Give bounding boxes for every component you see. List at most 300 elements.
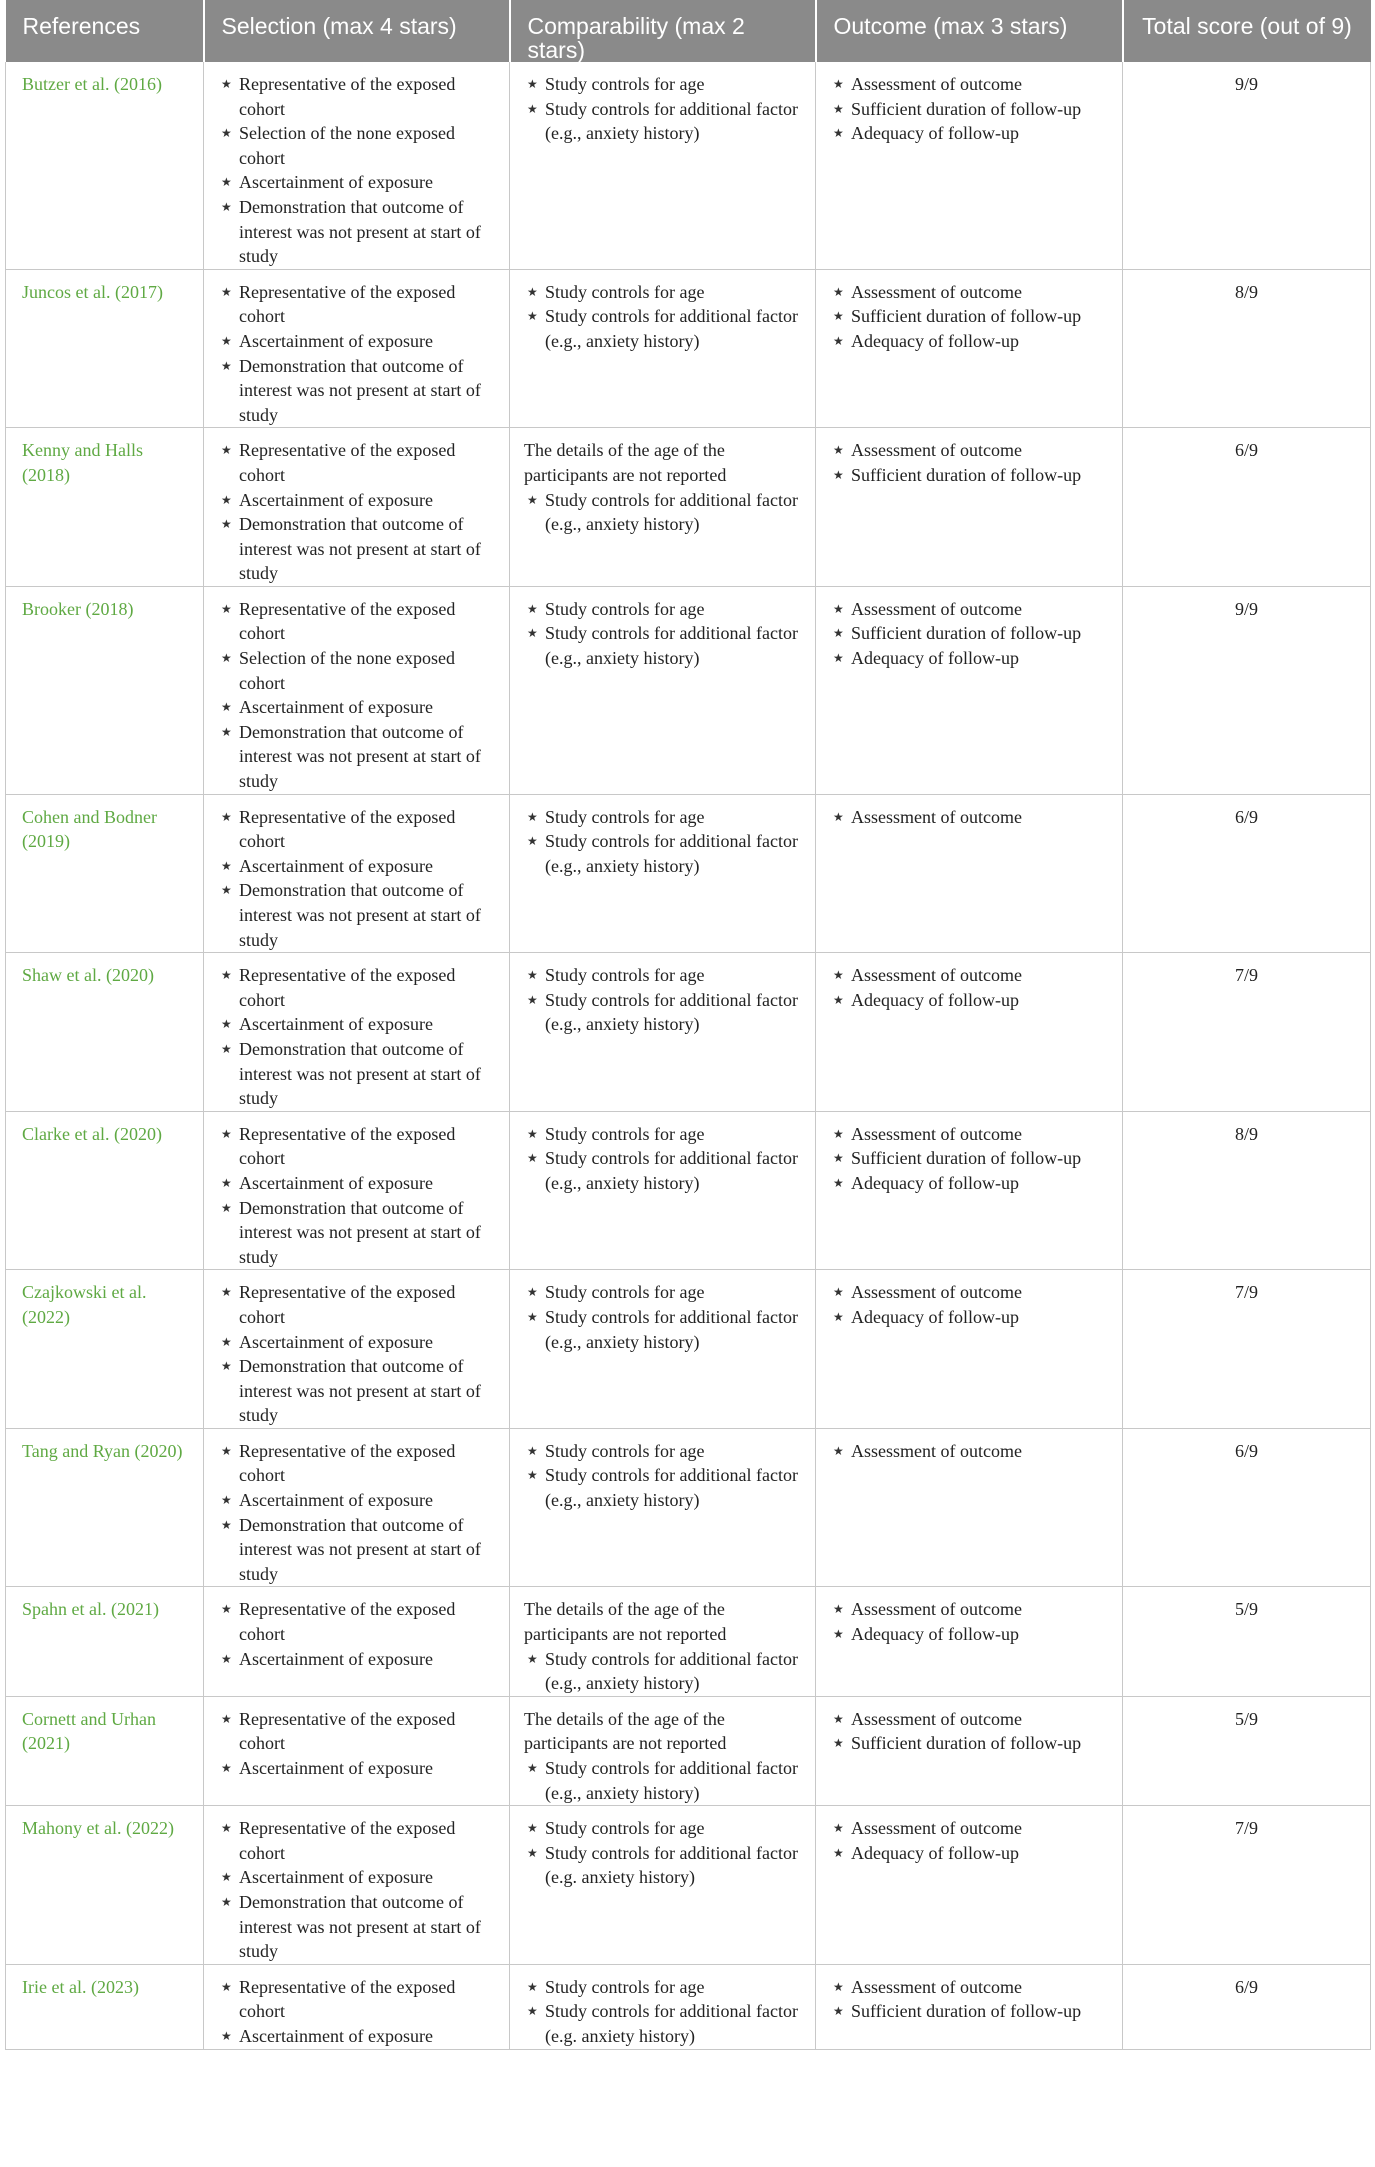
criterion-text: Study controls for age [545, 74, 705, 94]
criterion-item [524, 1647, 803, 1696]
criterion-text: Assessment of outcome [851, 1818, 1022, 1839]
star-icon: ★ [221, 1126, 232, 1141]
criterion-item [218, 1012, 497, 1037]
criterion-item [218, 1756, 497, 1781]
star-icon: ★ [833, 1845, 844, 1860]
star-icon: ★ [221, 968, 232, 983]
comparability-cell [510, 1964, 816, 2049]
table-row [6, 1806, 1371, 1965]
criterion-text: Study controls for age [545, 965, 705, 986]
criterion-item [830, 121, 1110, 146]
star-icon: ★ [833, 284, 844, 299]
criterion-item [218, 646, 497, 695]
star-icon: ★ [833, 309, 844, 324]
comparability-criteria-list [524, 1280, 803, 1354]
outcome-criteria-list [830, 280, 1110, 354]
star-icon: ★ [221, 358, 232, 373]
total-score: 6/9 [1123, 1964, 1371, 2049]
criterion-text: Demonstration that outcome of interest was not present at start of study [239, 880, 481, 950]
selection-cell [204, 1111, 510, 1270]
criterion-text: Demonstration that outcome of interest was not present at start of study [239, 1197, 481, 1267]
criterion-item [830, 1171, 1110, 1196]
criterion-item [524, 97, 803, 146]
star-icon: ★ [527, 1979, 538, 1994]
reference-link[interactable]: Irie et al. (2023) [6, 1964, 204, 2049]
comparability-criteria-list [524, 280, 803, 354]
star-icon: ★ [221, 700, 232, 715]
table-row [6, 1696, 1371, 1805]
criterion-text: Demonstration that outcome of interest was not present at start of study [239, 721, 481, 792]
criterion-item [218, 1196, 497, 1270]
star-icon: ★ [527, 492, 538, 507]
criterion-item [830, 1731, 1110, 1756]
star-icon: ★ [833, 626, 844, 641]
reference-link[interactable]: Cohen and Bodner (2019) [6, 794, 204, 953]
outcome-cell [816, 1111, 1123, 1270]
criterion-item [218, 280, 497, 329]
star-icon: ★ [221, 443, 232, 458]
star-icon: ★ [221, 284, 232, 299]
criterion-item [218, 597, 497, 646]
star-icon: ★ [221, 1821, 232, 1836]
criterion-text: Adequacy of follow-up [851, 123, 1019, 144]
comparability-criteria-list [524, 1816, 803, 1890]
outcome-criteria-list [830, 1439, 1110, 1464]
criterion-text: Assessment of outcome [851, 281, 1022, 302]
criterion-text: Assessment of outcome [851, 440, 1022, 461]
criterion-text: Study controls for age [545, 806, 705, 827]
selection-criteria-list [218, 438, 497, 586]
star-icon: ★ [833, 1627, 844, 1642]
header-total-score: Total score (out of 9) [1123, 0, 1371, 62]
criterion-text: Representative of the exposed cohort [239, 1282, 456, 1327]
star-icon: ★ [527, 992, 538, 1007]
header-outcome: Outcome (max 3 stars) [816, 0, 1123, 62]
criterion-text: Adequacy of follow-up [851, 330, 1019, 351]
star-icon: ★ [833, 1443, 844, 1458]
outcome-criteria-list [830, 805, 1110, 830]
criterion-text: Demonstration that outcome of interest was not present at start of study [239, 1514, 481, 1584]
reference-link[interactable]: Kenny and Halls (2018) [6, 428, 204, 587]
comparability-criteria-list [524, 1647, 803, 1696]
criterion-item [830, 97, 1110, 122]
star-icon: ★ [221, 333, 232, 348]
criterion-text: Assessment of outcome [851, 74, 1022, 94]
star-icon: ★ [527, 1468, 538, 1483]
criterion-item [830, 280, 1110, 305]
criterion-text: Ascertainment of exposure [239, 1331, 433, 1352]
criterion-item [218, 695, 497, 720]
selection-cell [204, 794, 510, 953]
criterion-item [830, 1841, 1110, 1866]
selection-criteria-list [218, 597, 497, 794]
star-icon: ★ [833, 992, 844, 1007]
selection-cell [204, 953, 510, 1112]
star-icon: ★ [833, 1151, 844, 1166]
star-icon: ★ [221, 1979, 232, 1994]
star-icon: ★ [527, 77, 538, 91]
criterion-item [218, 805, 497, 854]
criterion-text: Study controls for additional factor (e.g., anxiety history) [545, 98, 798, 144]
star-icon: ★ [221, 651, 232, 666]
selection-criteria-list [218, 805, 497, 953]
criterion-text: Ascertainment of exposure [239, 1490, 433, 1511]
criterion-text: Study controls for additional factor (e.g., anxiety history) [545, 1648, 798, 1694]
reference-link[interactable]: Brooker (2018) [6, 586, 204, 794]
comparability-criteria-list [524, 597, 803, 671]
criterion-text: Study controls for additional factor (e.g., anxiety history) [545, 1148, 798, 1193]
criterion-text: Assessment of outcome [851, 1976, 1022, 1997]
selection-cell [204, 428, 510, 587]
star-icon: ★ [527, 101, 538, 116]
star-icon: ★ [221, 1200, 232, 1215]
criterion-item [830, 1439, 1110, 1464]
criterion-item [524, 597, 803, 622]
criterion-item [830, 1999, 1110, 2024]
total-score: 8/9 [1123, 1111, 1371, 1270]
selection-cell [204, 1587, 510, 1696]
selection-criteria-list [218, 1439, 497, 1587]
selection-cell [204, 269, 510, 428]
star-icon: ★ [527, 1285, 538, 1300]
criterion-text: Demonstration that outcome of interest was not present at start of study [239, 196, 481, 267]
criterion-text: Study controls for additional factor (e.g., anxiety history) [545, 1465, 798, 1511]
reference-link[interactable]: Czajkowski et al. (2022) [6, 1270, 204, 1429]
comparability-cell [510, 1270, 816, 1429]
criterion-text: Demonstration that outcome of interest was not present at start of study [239, 514, 481, 584]
selection-cell [204, 586, 510, 794]
criterion-text: Representative of the exposed cohort [239, 1818, 456, 1863]
criterion-text: Representative of the exposed cohort [239, 1440, 456, 1486]
selection-criteria-list [218, 963, 497, 1111]
criterion-text: Representative of the exposed cohort [239, 598, 456, 644]
star-icon: ★ [527, 1845, 538, 1860]
criterion-item [218, 1865, 497, 1890]
criterion-item [830, 304, 1110, 329]
star-icon: ★ [221, 858, 232, 873]
criterion-text: Representative of the exposed cohort [239, 281, 456, 327]
star-icon: ★ [527, 284, 538, 299]
criterion-item [524, 1305, 803, 1354]
total-score: 5/9 [1123, 1696, 1371, 1805]
comparability-criteria-list [524, 805, 803, 879]
star-icon: ★ [221, 1761, 232, 1775]
comparability-cell [510, 428, 816, 587]
outcome-cell [816, 1587, 1123, 1696]
criterion-text: Study controls for additional factor (e.g., anxiety history) [545, 623, 798, 669]
table-row [6, 1270, 1371, 1429]
outcome-criteria-list [830, 1280, 1110, 1329]
total-score: 5/9 [1123, 1587, 1371, 1696]
criterion-text: Study controls for additional factor (e.g., anxiety history) [545, 1758, 798, 1803]
star-icon: ★ [833, 126, 844, 141]
criterion-text: Selection of the none exposed cohort [239, 648, 455, 693]
criterion-item [218, 720, 497, 794]
criterion-item [524, 1146, 803, 1195]
selection-cell [204, 1696, 510, 1805]
star-icon: ★ [221, 724, 232, 739]
reference-link[interactable]: Shaw et al. (2020) [6, 953, 204, 1112]
criterion-item [524, 1975, 803, 2000]
criterion-item [218, 1280, 497, 1329]
outcome-criteria-list [830, 1707, 1110, 1756]
criterion-item [830, 963, 1110, 988]
star-icon: ★ [221, 1359, 232, 1374]
criterion-text: Ascertainment of exposure [239, 2025, 433, 2046]
criterion-item [830, 988, 1110, 1013]
criterion-text: Adequacy of follow-up [851, 1624, 1019, 1645]
star-icon: ★ [527, 601, 538, 616]
comparability-cell [510, 1806, 816, 1965]
criterion-item [524, 1280, 803, 1305]
selection-criteria-list [218, 72, 497, 269]
criterion-item [218, 512, 497, 586]
criterion-item [218, 354, 497, 428]
table-row [6, 62, 1371, 269]
star-icon: ★ [527, 1443, 538, 1458]
star-icon: ★ [833, 77, 844, 91]
reference-link[interactable]: Tang and Ryan (2020) [6, 1428, 204, 1587]
star-icon: ★ [833, 809, 844, 824]
criterion-item [830, 1280, 1110, 1305]
total-score: 7/9 [1123, 953, 1371, 1112]
table-row [6, 1111, 1371, 1270]
criterion-text: Study controls for age [545, 1440, 705, 1461]
star-icon: ★ [527, 968, 538, 983]
criterion-text: Representative of the exposed cohort [239, 1599, 456, 1645]
selection-cell [204, 1964, 510, 2049]
criterion-text: Demonstration that outcome of interest was not present at start of study [239, 1356, 481, 1426]
criterion-text: Study controls for age [545, 1123, 705, 1144]
criterion-item [218, 1439, 497, 1488]
criterion-text: Sufficient duration of follow-up [851, 1733, 1082, 1754]
star-icon: ★ [221, 809, 232, 824]
star-icon: ★ [833, 467, 844, 482]
criterion-item [218, 1597, 497, 1646]
star-icon: ★ [221, 1334, 232, 1349]
comparability-cell [510, 269, 816, 428]
selection-cell [204, 1270, 510, 1429]
comparability-cell [510, 62, 816, 269]
criterion-item [218, 170, 497, 195]
criterion-item [830, 1707, 1110, 1732]
star-icon: ★ [221, 492, 232, 507]
star-icon: ★ [527, 1821, 538, 1836]
criterion-item [524, 280, 803, 305]
star-icon: ★ [833, 1602, 844, 1617]
table-row [6, 428, 1371, 587]
criterion-item [218, 329, 497, 354]
reference-link[interactable]: Mahony et al. (2022) [6, 1806, 204, 1965]
star-icon: ★ [527, 1761, 538, 1775]
comparability-cell [510, 586, 816, 794]
criterion-text: Representative of the exposed cohort [239, 74, 456, 119]
quality-assessment-table [5, 0, 1371, 2050]
header-selection: Selection (max 4 stars) [204, 0, 510, 62]
comparability-criteria-list [524, 1439, 803, 1513]
star-icon: ★ [833, 1175, 844, 1190]
criterion-item [524, 621, 803, 670]
comparability-criteria-list [524, 963, 803, 1037]
table-row [6, 269, 1371, 428]
reference-link[interactable]: Spahn et al. (2021) [6, 1587, 204, 1696]
selection-criteria-list [218, 1816, 497, 1964]
criterion-text: Assessment of outcome [851, 1282, 1022, 1303]
criterion-text: Representative of the exposed cohort [239, 965, 456, 1010]
criterion-text: Assessment of outcome [851, 1123, 1022, 1144]
criterion-text: Assessment of outcome [851, 965, 1022, 986]
star-icon: ★ [221, 1443, 232, 1458]
reference-link[interactable]: Juncos et al. (2017) [6, 269, 204, 428]
table-row [6, 794, 1371, 953]
star-icon: ★ [833, 1126, 844, 1141]
criterion-text: Representative of the exposed cohort [239, 806, 456, 852]
comparability-criteria-list [524, 72, 803, 146]
criterion-text: Adequacy of follow-up [851, 648, 1019, 669]
criterion-item [830, 646, 1110, 671]
criterion-item [524, 72, 803, 97]
star-icon: ★ [221, 2028, 232, 2043]
comparability-note: The details of the age of the participants are not reported [524, 1599, 727, 1645]
criterion-text: Ascertainment of exposure [239, 1014, 433, 1035]
comparability-note: The details of the age of the participants are not reported [524, 1708, 727, 1754]
total-score: 6/9 [1123, 428, 1371, 587]
criterion-text: Sufficient duration of follow-up [851, 306, 1082, 327]
outcome-cell [816, 62, 1123, 269]
comparability-cell [510, 1587, 816, 1696]
criterion-item [524, 1999, 803, 2048]
criterion-item [218, 1330, 497, 1355]
criterion-text: Sufficient duration of follow-up [851, 1148, 1082, 1169]
criterion-item [218, 1975, 497, 2024]
star-icon: ★ [833, 2004, 844, 2019]
criterion-item [218, 1647, 497, 1672]
criterion-text: Ascertainment of exposure [239, 330, 433, 351]
star-icon: ★ [527, 2004, 538, 2019]
star-icon: ★ [221, 883, 232, 898]
criterion-item [218, 2024, 497, 2049]
criterion-item [218, 488, 497, 513]
criterion-item [218, 1037, 497, 1111]
criterion-item [218, 121, 497, 170]
criterion-text: Study controls for age [545, 281, 705, 302]
criterion-text: Assessment of outcome [851, 1708, 1022, 1729]
criterion-item [524, 805, 803, 830]
outcome-criteria-list [830, 1597, 1110, 1646]
criterion-item [830, 621, 1110, 646]
header-comparability: Comparability (max 2 stars) [510, 0, 816, 62]
outcome-cell [816, 1270, 1123, 1429]
star-icon: ★ [221, 1602, 232, 1617]
outcome-cell [816, 269, 1123, 428]
star-icon: ★ [221, 1870, 232, 1885]
selection-cell [204, 62, 510, 269]
star-icon: ★ [221, 1493, 232, 1508]
outcome-cell [816, 1428, 1123, 1587]
star-icon: ★ [221, 77, 232, 91]
star-icon: ★ [221, 175, 232, 190]
criterion-item [524, 1756, 803, 1805]
reference-link[interactable]: Clarke et al. (2020) [6, 1111, 204, 1270]
criterion-item [218, 963, 497, 1012]
criterion-text: Study controls for additional factor (e.g. anxiety history) [545, 1842, 798, 1888]
star-icon: ★ [833, 443, 844, 458]
criterion-item [524, 1841, 803, 1890]
criterion-text: Ascertainment of exposure [239, 1648, 433, 1669]
criterion-text: Study controls for age [545, 598, 705, 619]
criterion-text: Representative of the exposed cohort [239, 1976, 456, 2022]
table-header-row [6, 0, 1371, 62]
star-icon: ★ [833, 1979, 844, 1994]
outcome-cell [816, 1806, 1123, 1965]
outcome-cell [816, 1696, 1123, 1805]
star-icon: ★ [833, 333, 844, 348]
criterion-text: Study controls for age [545, 1282, 705, 1303]
outcome-cell [816, 586, 1123, 794]
criterion-text: Study controls for age [545, 1976, 705, 1997]
criterion-text: Adequacy of follow-up [851, 1172, 1019, 1193]
criterion-item [524, 1816, 803, 1841]
criterion-item [830, 1146, 1110, 1171]
criterion-text: Sufficient duration of follow-up [851, 98, 1082, 119]
criterion-text: Assessment of outcome [851, 806, 1022, 827]
star-icon: ★ [833, 601, 844, 616]
criterion-text: Study controls for additional factor (e.g., anxiety history) [545, 489, 798, 535]
header-references: References [6, 0, 204, 62]
criterion-item [830, 72, 1110, 97]
total-score: 6/9 [1123, 1428, 1371, 1587]
criterion-item [830, 438, 1110, 463]
reference-link[interactable]: Cornett and Urhan (2021) [6, 1696, 204, 1805]
criterion-item [218, 1122, 497, 1171]
criterion-text: Adequacy of follow-up [851, 1842, 1019, 1863]
outcome-cell [816, 428, 1123, 587]
criterion-item [830, 1122, 1110, 1147]
outcome-criteria-list [830, 1975, 1110, 2024]
criterion-text: Ascertainment of exposure [239, 855, 433, 876]
criterion-text: Representative of the exposed cohort [239, 1708, 456, 1754]
star-icon: ★ [833, 968, 844, 983]
table-row [6, 586, 1371, 794]
criterion-text: Ascertainment of exposure [239, 1172, 433, 1193]
criterion-text: Study controls for additional factor (e.g., anxiety history) [545, 989, 798, 1035]
star-icon: ★ [527, 1309, 538, 1324]
criterion-text: Study controls for additional factor (e.g., anxiety history) [545, 1306, 798, 1352]
reference-link[interactable]: Butzer et al. (2016) [6, 62, 204, 269]
criterion-text: Demonstration that outcome of interest was not present at start of study [239, 1891, 481, 1962]
criterion-item [218, 854, 497, 879]
total-score: 9/9 [1123, 586, 1371, 794]
total-score: 6/9 [1123, 794, 1371, 953]
criterion-text: Ascertainment of exposure [239, 697, 433, 718]
star-icon: ★ [221, 517, 232, 532]
criterion-text: Ascertainment of exposure [239, 489, 433, 510]
criterion-item [830, 1305, 1110, 1330]
star-icon: ★ [221, 1041, 232, 1056]
star-icon: ★ [527, 809, 538, 824]
outcome-criteria-list [830, 438, 1110, 487]
selection-criteria-list [218, 1707, 497, 1781]
star-icon: ★ [221, 1517, 232, 1532]
criterion-text: Study controls for additional factor (e.g., anxiety history) [545, 306, 798, 351]
star-icon: ★ [221, 1017, 232, 1032]
criterion-item [830, 1975, 1110, 2000]
criterion-text: Selection of the none exposed cohort [239, 123, 455, 168]
criterion-item [830, 1597, 1110, 1622]
criterion-text: Assessment of outcome [851, 1599, 1022, 1620]
star-icon: ★ [527, 1651, 538, 1666]
comparability-note: The details of the age of the participants are not reported [524, 440, 727, 485]
